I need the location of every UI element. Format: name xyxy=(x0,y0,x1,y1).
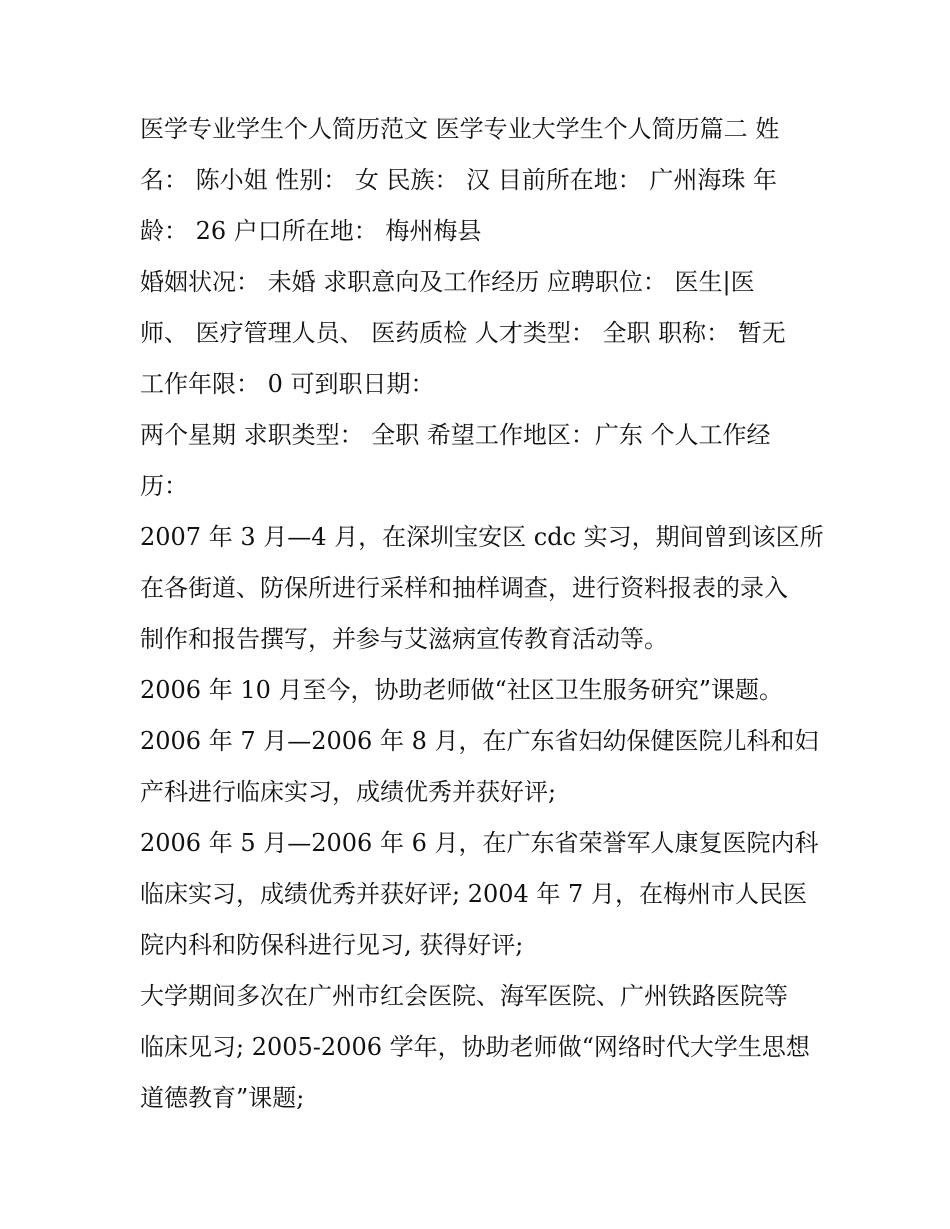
text-line: 2006 年 7 月—2006 年 8 月，在广东省妇幼保健医院儿科和妇 xyxy=(140,727,819,755)
text-line: 龄： 26 户口所在地： 梅州梅县 xyxy=(140,217,482,245)
text-line: 两个星期 求职类型： 全职 希望工作地区：广东 个人工作经 xyxy=(140,421,771,449)
text-line: 名： 陈小姐 性别： 女 民族： 汉 目前所在地： 广州海珠 年 xyxy=(140,166,778,194)
text-line: 2006 年 5 月—2006 年 6 月，在广东省荣誉军人康复医院内科 xyxy=(140,829,819,857)
text-line: 院内科和防保科进行见习, 获得好评; xyxy=(140,931,524,959)
text-line: 产科进行临床实习，成绩优秀并获好评; xyxy=(140,778,557,806)
text-line: 临床见习; 2005-2006 学年，协助老师做“网络时代大学生思想 xyxy=(140,1033,810,1061)
text-line: 工作年限： 0 可到职日期： xyxy=(140,370,435,398)
text-line: 婚姻状况： 未婚 求职意向及工作经历 应聘职位： 医生|医 xyxy=(140,268,755,296)
text-line: 医学专业学生个人简历范文 医学专业大学生个人简历篇二 姓 xyxy=(140,115,780,143)
resume-text-body xyxy=(140,104,824,1124)
text-line: 在各街道、防保所进行采样和抽样调查，进行资料报表的录入 xyxy=(140,574,788,602)
text-line: 大学期间多次在广州市红会医院、海军医院、广州铁路医院等 xyxy=(140,982,788,1010)
text-line: 历： xyxy=(140,472,188,500)
text-line: 2007 年 3 月—4 月，在深圳宝安区 cdc 实习，期间曾到该区所 xyxy=(140,523,824,551)
text-line: 2006 年 10 月至今，协助老师做“社区卫生服务研究”课题。 xyxy=(140,676,784,704)
text-line: 师、 医疗管理人员、 医药质检 人才类型： 全职 职称： 暂无 xyxy=(140,319,786,347)
text-line: 临床实习，成绩优秀并获好评; 2004 年 7 月，在梅州市人民医 xyxy=(140,880,807,908)
text-line: 道德教育”课题; xyxy=(140,1084,305,1112)
text-line: 制作和报告撰写，并参与艾滋病宣传教育活动等。 xyxy=(140,625,668,653)
